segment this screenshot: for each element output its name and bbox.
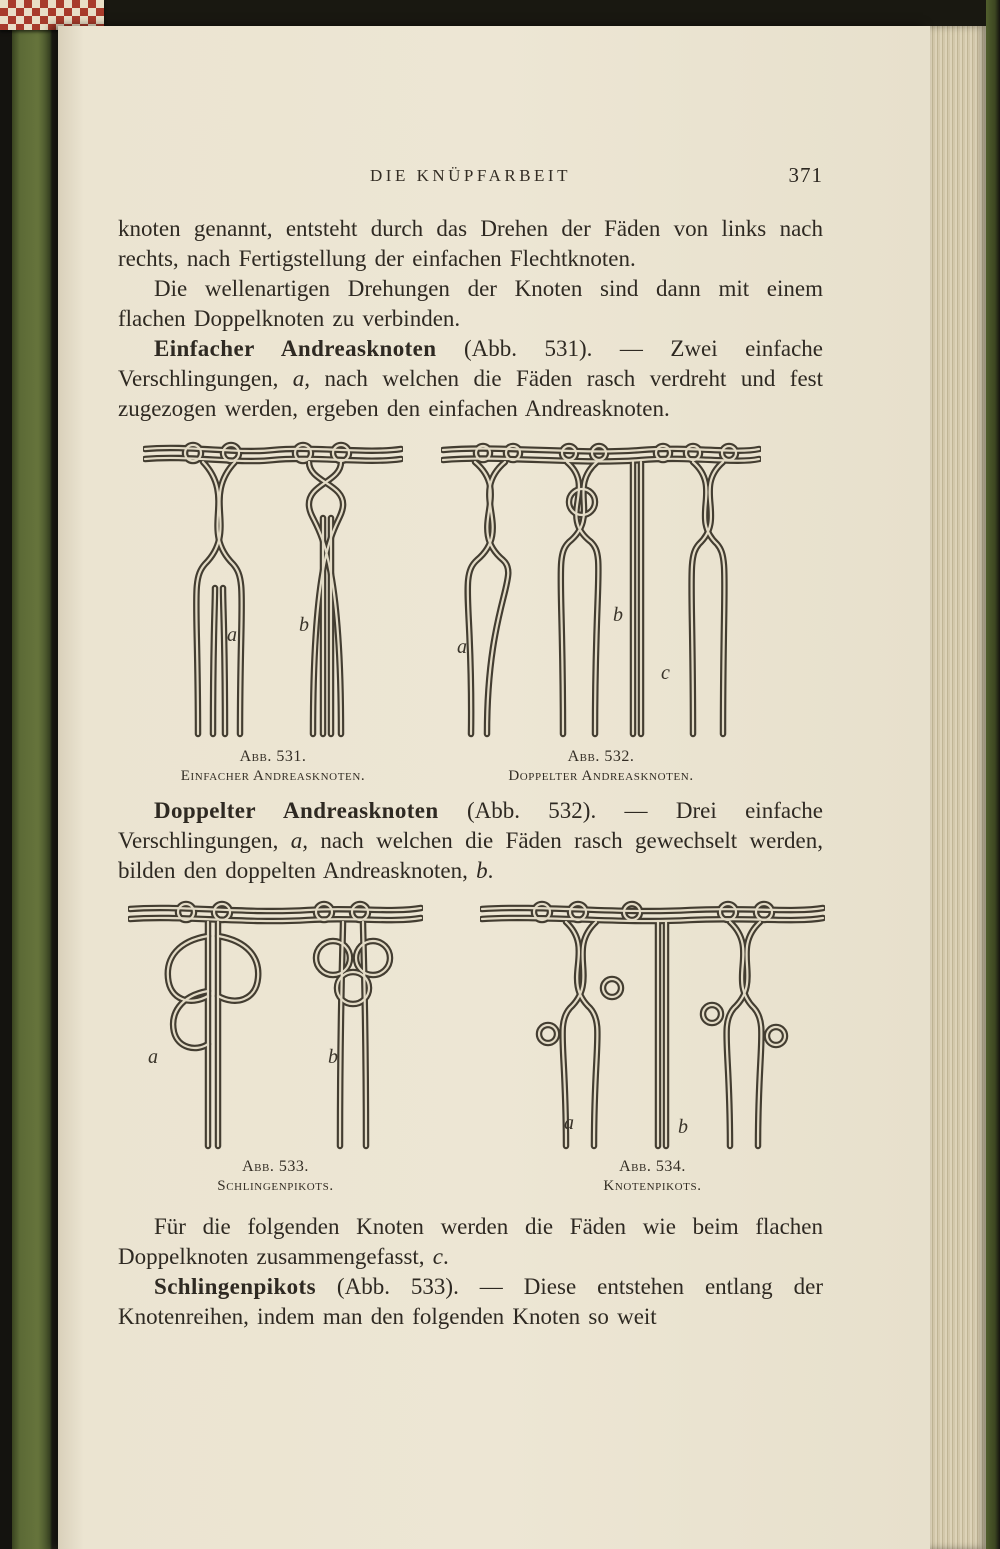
paragraph-text: nach welchen die Fäden rasch gewechselt werden, bilden den doppelten Andreasknoten, bbox=[118, 828, 823, 883]
figure-caption-531 bbox=[143, 747, 403, 786]
figure-number: Abb. 534. bbox=[619, 1158, 686, 1175]
figure-row-1 bbox=[118, 436, 823, 786]
paragraph-text: Für die folgenden Knoten werden die Fäden wie beim flachen Doppelknoten zusammengefasst, bbox=[118, 1214, 823, 1269]
page-number: 371 bbox=[788, 163, 823, 187]
paragraph-6 bbox=[118, 1272, 823, 1332]
book-cover-right-edge bbox=[986, 0, 1000, 1549]
figure-ref-letter: b bbox=[476, 858, 488, 883]
figure-title: Einfacher Andreasknoten. bbox=[180, 768, 366, 784]
figure-ref-letter: a, bbox=[292, 366, 311, 391]
figure-ref-letter: a, bbox=[290, 828, 308, 853]
paragraph-1 bbox=[118, 214, 823, 274]
figure-label-a: a bbox=[457, 636, 467, 658]
running-head bbox=[118, 163, 823, 190]
knot-drawing-icon bbox=[128, 896, 423, 1151]
figure-number: Abb. 532. bbox=[567, 748, 635, 765]
knot-drawing-icon bbox=[480, 896, 825, 1151]
figure-label-b: b bbox=[678, 1116, 688, 1138]
paragraph-3 bbox=[118, 334, 823, 424]
figure-label-a: a bbox=[148, 1046, 158, 1068]
figure-534 bbox=[480, 896, 825, 1196]
paragraph-lead: Schlingenpikots bbox=[154, 1274, 316, 1299]
knot-drawing-icon bbox=[441, 436, 761, 741]
page-stack-right-edge bbox=[930, 26, 988, 1549]
knot-drawing-icon bbox=[143, 436, 403, 741]
figure-caption-533 bbox=[128, 1157, 423, 1196]
figure-caption-534 bbox=[480, 1157, 825, 1196]
paragraph-lead: Doppelter Andreasknoten bbox=[154, 798, 439, 823]
figure-number: Abb. 533. bbox=[242, 1158, 309, 1175]
knot-illustration-534 bbox=[480, 896, 825, 1151]
paragraph-text: (Abb. 531). — Zwei einfache Verschlingungen, bbox=[118, 336, 823, 391]
figure-ref-letter: c bbox=[432, 1244, 443, 1269]
figure-533 bbox=[128, 896, 423, 1196]
paragraph-4 bbox=[118, 796, 823, 886]
paragraph-5 bbox=[118, 1212, 823, 1272]
paragraph-text: Die wellenartigen Drehungen der Knoten sind dann mit einem flachen Doppelknoten zu verbinden. bbox=[118, 276, 823, 331]
figure-532 bbox=[441, 436, 761, 786]
book-page bbox=[58, 26, 930, 1549]
paragraph-text: . bbox=[487, 858, 494, 883]
figure-title: Knotenpikots. bbox=[603, 1178, 702, 1194]
figure-label-b: b bbox=[328, 1046, 338, 1068]
knot-illustration-532 bbox=[441, 436, 761, 741]
figure-label-a: a bbox=[564, 1112, 574, 1134]
figure-row-2 bbox=[118, 896, 823, 1196]
paragraph-text: (Abb. 532). — Drei einfache Verschlingungen, bbox=[118, 798, 823, 853]
paragraph-lead: Einfacher Andreasknoten bbox=[154, 336, 437, 361]
figure-label-c: c bbox=[661, 662, 670, 684]
figure-caption-532 bbox=[441, 747, 761, 786]
page-title: DIE KNÜPFARBEIT bbox=[370, 166, 571, 185]
paragraph-text: (Abb. 533). — Diese entstehen entlang der Knotenreihen, indem man den folgenden Knoten so weit bbox=[118, 1274, 823, 1329]
paragraph-text: knoten genannt, entsteht durch das Drehen der Fäden von links nach rechts, nach Fertigstellung der einfachen Flechtknoten. bbox=[118, 216, 823, 271]
book-cover-left-edge bbox=[12, 0, 52, 1549]
figure-title: Schlingenpikots. bbox=[217, 1178, 334, 1194]
figure-531 bbox=[143, 436, 403, 786]
figure-label-b: b bbox=[613, 604, 623, 626]
paragraph-text: nach welchen die Fäden rasch verdreht und fest zugezogen werden, ergeben den einfachen Andreasknoten. bbox=[118, 366, 823, 421]
paragraph-2 bbox=[118, 274, 823, 334]
figure-number: Abb. 531. bbox=[239, 748, 307, 765]
knot-illustration-531 bbox=[143, 436, 403, 741]
figure-label-b: b bbox=[299, 614, 309, 636]
knot-illustration-533 bbox=[128, 896, 423, 1151]
paragraph-text: . bbox=[443, 1244, 449, 1269]
figure-title: Doppelter Andreasknoten. bbox=[508, 768, 694, 784]
page-content bbox=[58, 163, 930, 1332]
figure-label-a: a bbox=[227, 624, 237, 646]
